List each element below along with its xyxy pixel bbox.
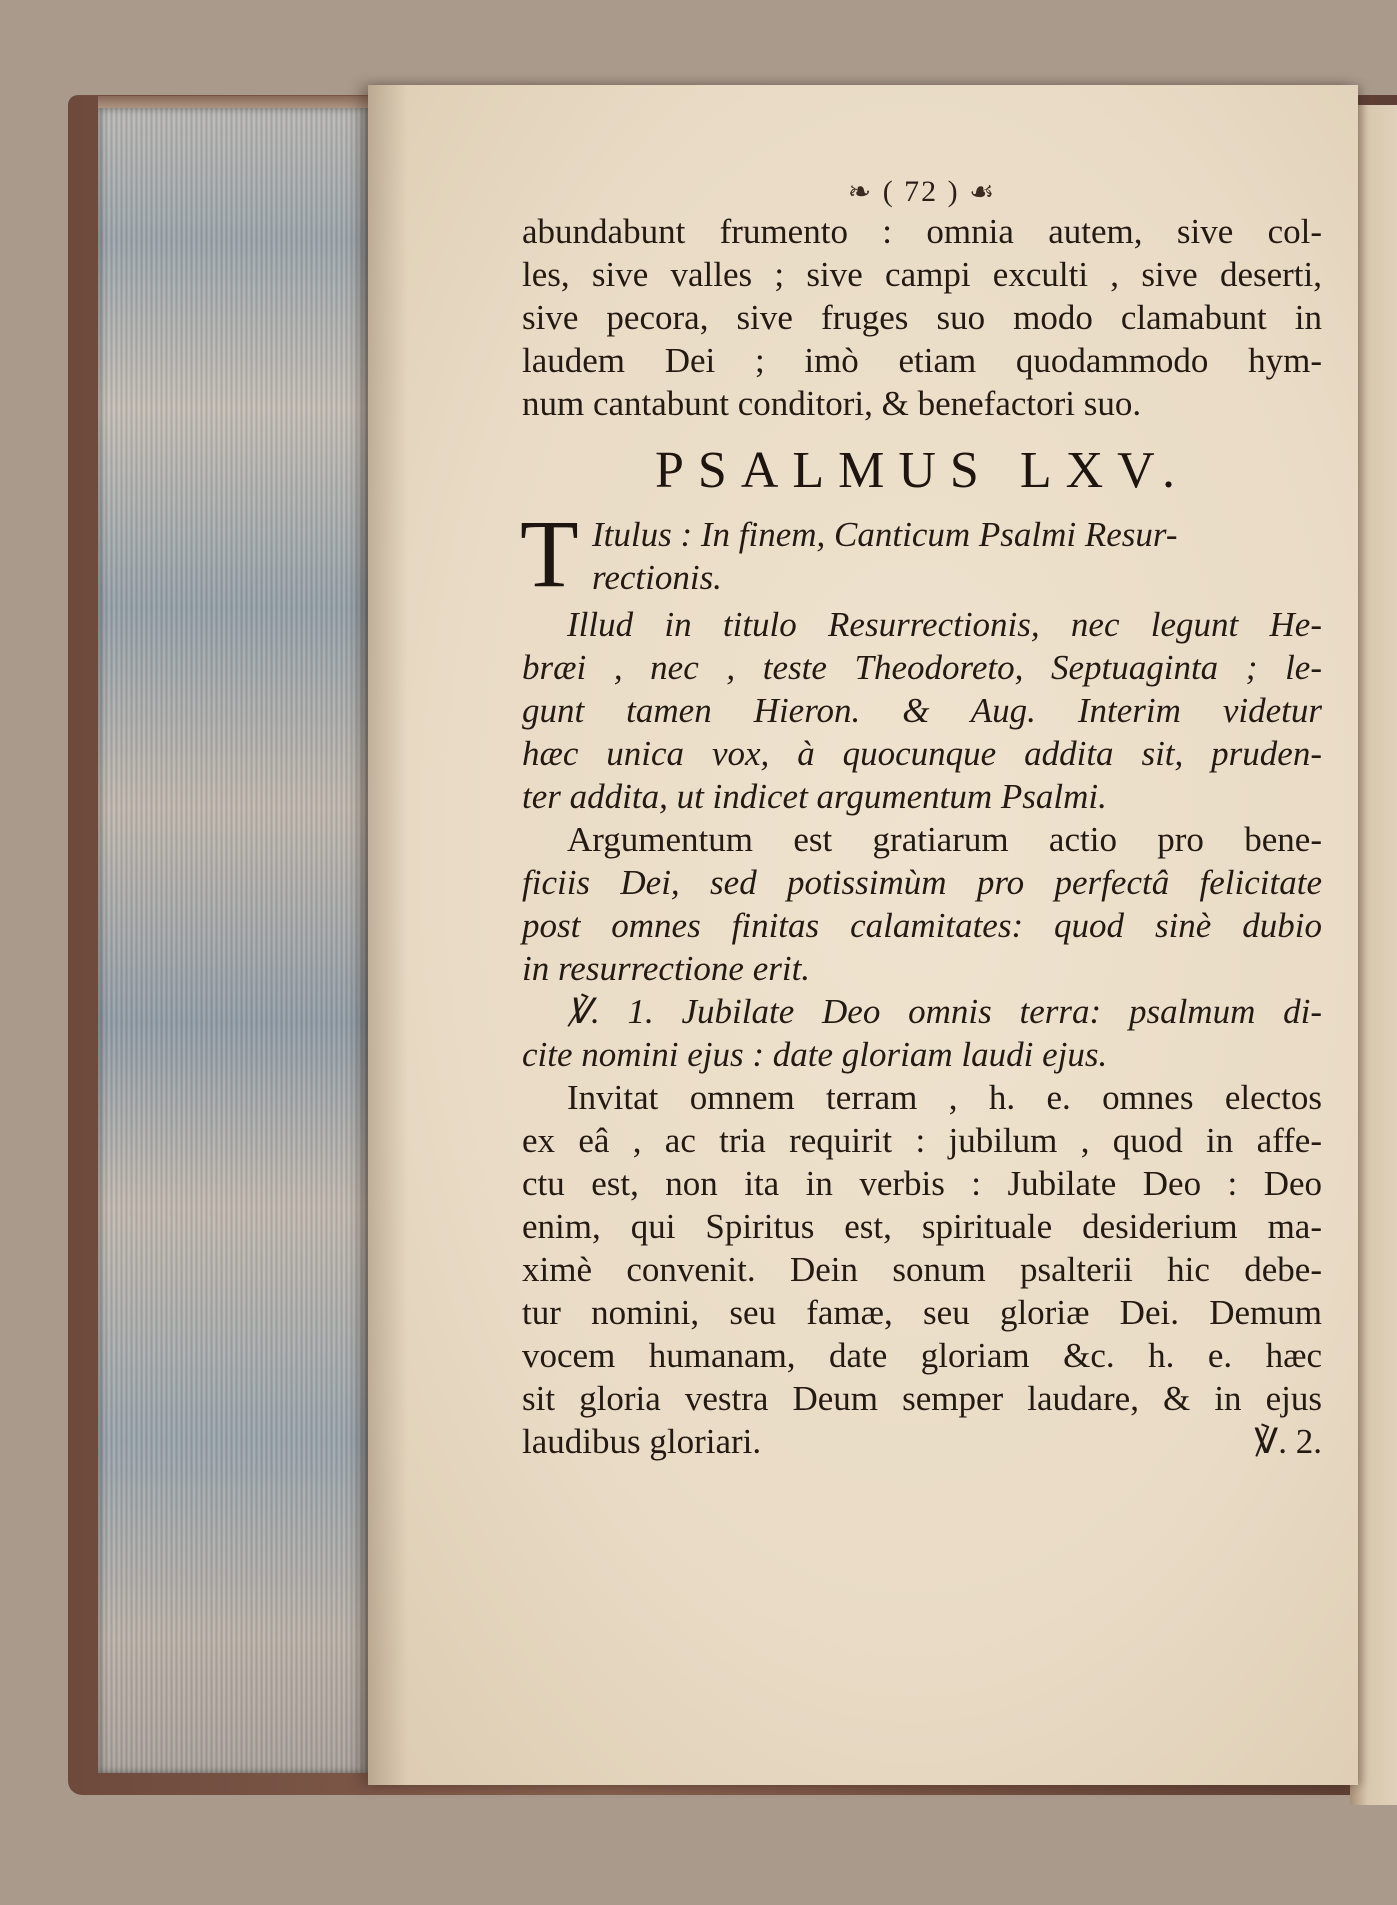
text-line: Itulus : In finem, Canticum Psalmi Resur- bbox=[592, 515, 1178, 554]
titulus-block bbox=[520, 500, 1322, 607]
text-line: cite nomini ejus : date gloriam laudi ejus. bbox=[522, 1035, 1108, 1074]
page-number: ( 72 ) bbox=[882, 175, 960, 208]
gutter-shadow bbox=[368, 85, 408, 1785]
commentary-paragraph bbox=[522, 603, 1322, 818]
running-header bbox=[522, 170, 1322, 214]
text-line: tur nomini, seu famæ, seu gloriæ Dei. Demum bbox=[522, 1293, 1322, 1332]
text-line: sit gloria vestra Deum semper laudare, & in ejus bbox=[522, 1379, 1322, 1418]
text-line: Illud in titulo Resurrectionis, nec legunt He- bbox=[567, 605, 1322, 644]
text-line: sive pecora, sive fruges suo modo clamabunt in bbox=[522, 298, 1322, 337]
ornament-right-icon: ☙ bbox=[969, 177, 997, 208]
text-line: post omnes finitas calamitates: quod sinè dubio bbox=[522, 906, 1322, 945]
ornament-left-icon: ❧ bbox=[847, 177, 874, 208]
text-line: gunt tamen Hieron. & Aug. Interim videtur bbox=[522, 691, 1322, 730]
exposition-paragraph bbox=[522, 1076, 1322, 1463]
last-line-text: laudibus gloriari. bbox=[522, 1422, 762, 1461]
text-line: les, sive valles ; sive campi exculti , sive deserti, bbox=[522, 255, 1322, 294]
text-line: ctu est, non ita in verbis : Jubilate Deo : Deo bbox=[522, 1164, 1322, 1203]
page-edges bbox=[98, 108, 370, 1773]
argument-paragraph bbox=[522, 818, 1322, 990]
text-line: bræi , nec , teste Theodoreto, Septuaginta ; le- bbox=[522, 648, 1322, 687]
psalm-title: PSALMUS LXV. bbox=[654, 442, 1190, 499]
text-line: enim, qui Spiritus est, spirituale desiderium ma- bbox=[522, 1207, 1322, 1246]
text-line: vocem humanam, date gloriam &c. h. e. hæc bbox=[522, 1336, 1322, 1375]
catchword: ℣. 2. bbox=[1254, 1422, 1322, 1461]
text-line: abundabunt frumento : omnia autem, sive col- bbox=[522, 212, 1322, 251]
text-line: rectionis. bbox=[592, 558, 722, 597]
text-line: Invitat omnem terram , h. e. omnes electos bbox=[567, 1078, 1322, 1117]
text-line: ter addita, ut indicet argumentum Psalmi. bbox=[522, 777, 1107, 816]
text-line: ex eâ , ac tria requirit : jubilum , quod in affe- bbox=[522, 1121, 1322, 1160]
text-line: in resurrectione erit. bbox=[522, 949, 811, 988]
text-line: laudem Dei ; imò etiam quodammodo hym- bbox=[522, 341, 1322, 380]
text-line: num cantabunt conditori, & benefactori suo. bbox=[522, 384, 1142, 423]
verse-paragraph bbox=[522, 990, 1322, 1076]
text-line: ximè convenit. Dein sonum psalterii hic debe- bbox=[522, 1250, 1322, 1289]
text-line: hæc unica vox, à quocunque addita sit, pruden- bbox=[522, 734, 1322, 773]
text-line: ficiis Dei, sed potissimùm pro perfectâ felicitate bbox=[522, 863, 1322, 902]
text-line bbox=[522, 1420, 1322, 1463]
drop-cap: T bbox=[520, 500, 579, 607]
text-line: Argumentum est gratiarum actio pro bene- bbox=[567, 820, 1322, 859]
text-line: ℣. 1. Jubilate Deo omnis terra: psalmum di- bbox=[567, 992, 1322, 1031]
page-text bbox=[522, 170, 1322, 1463]
intro-paragraph bbox=[522, 210, 1322, 425]
